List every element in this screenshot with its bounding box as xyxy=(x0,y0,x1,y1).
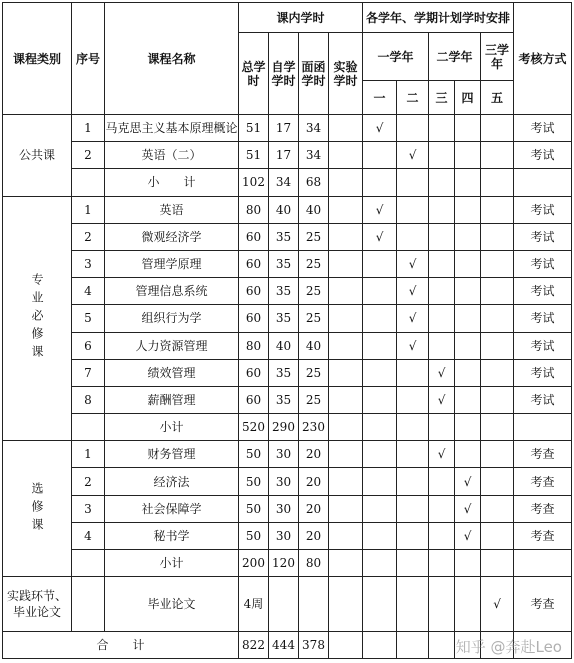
subtotal-empty-cell xyxy=(481,414,514,441)
self-study-cell: 35 xyxy=(269,305,299,332)
row-term-1-check-mark: √ xyxy=(363,115,397,142)
self-study-cell: 35 xyxy=(269,359,299,386)
subtotal-face-teach: 68 xyxy=(299,169,329,196)
experiment-cell xyxy=(329,359,363,386)
row-term-1 xyxy=(363,468,397,495)
subtotal-empty-cell xyxy=(481,550,514,577)
seq-cell: 1 xyxy=(72,115,105,142)
total-hours-cell: 51 xyxy=(239,142,269,169)
table-row xyxy=(3,196,572,223)
self-study-cell: 40 xyxy=(269,196,299,223)
total-hours-cell: 50 xyxy=(239,495,269,522)
row-term-3 xyxy=(429,332,455,359)
category-cell: 选修课 xyxy=(3,441,72,577)
curriculum-table xyxy=(2,2,572,659)
experiment-cell xyxy=(329,468,363,495)
practice-category-cell: 实践环节、毕业论文 xyxy=(3,577,72,632)
subtotal-self-study: 120 xyxy=(269,550,299,577)
experiment-cell xyxy=(329,250,363,277)
row-term-3 xyxy=(429,278,455,305)
assessment-cell: 考试 xyxy=(514,115,572,142)
seq-cell: 4 xyxy=(72,522,105,549)
row-term-3-check-mark: √ xyxy=(429,386,455,413)
row-term-4 xyxy=(455,142,481,169)
header-term-1: 一 xyxy=(363,81,397,115)
course-name-cell: 微观经济学 xyxy=(105,223,239,250)
grand-total-empty-cell xyxy=(397,632,429,659)
row-term-2-check-mark: √ xyxy=(397,332,429,359)
header-category: 课程类别 xyxy=(3,3,72,115)
row-term-1 xyxy=(363,495,397,522)
row-term-2-check-mark: √ xyxy=(397,278,429,305)
row-term-2 xyxy=(397,522,429,549)
assessment-cell: 考试 xyxy=(514,305,572,332)
subtotal-label: 小 计 xyxy=(105,169,239,196)
row-term-3 xyxy=(429,250,455,277)
total-hours-cell: 50 xyxy=(239,522,269,549)
subtotal-total-hours: 520 xyxy=(239,414,269,441)
course-name-cell: 英语 xyxy=(105,196,239,223)
row-term-5 xyxy=(481,305,514,332)
subtotal-empty-cell xyxy=(429,414,455,441)
face-teach-cell: 34 xyxy=(299,142,329,169)
table-row xyxy=(3,305,572,332)
experiment-cell xyxy=(329,332,363,359)
table-row xyxy=(3,223,572,250)
subtotal-total-hours: 102 xyxy=(239,169,269,196)
total-hours-cell: 80 xyxy=(239,196,269,223)
subtotal-face-teach: 230 xyxy=(299,414,329,441)
row-term-2 xyxy=(397,468,429,495)
subtotal-empty-cell xyxy=(329,414,363,441)
course-name-cell: 马克思主义基本原理概论 xyxy=(105,115,239,142)
total-hours-cell: 50 xyxy=(239,441,269,468)
self-study-cell: 35 xyxy=(269,223,299,250)
self-study-cell: 35 xyxy=(269,250,299,277)
header-self-study: 自学学时 xyxy=(269,33,299,115)
total-hours-cell: 50 xyxy=(239,468,269,495)
subtotal-empty-cell xyxy=(455,550,481,577)
total-hours-cell: 51 xyxy=(239,115,269,142)
assessment-cell: 考查 xyxy=(514,495,572,522)
header-term-3: 三 xyxy=(429,81,455,115)
header-hours-group: 课内学时 xyxy=(239,3,363,33)
header-year2: 二学年 xyxy=(429,33,481,81)
row-term-4 xyxy=(455,386,481,413)
subtotal-empty-cell xyxy=(481,169,514,196)
subtotal-self-study: 34 xyxy=(269,169,299,196)
header-term-2: 二 xyxy=(397,81,429,115)
seq-cell: 3 xyxy=(72,250,105,277)
row-term-1 xyxy=(363,142,397,169)
practice-term-3 xyxy=(429,577,455,632)
total-hours-cell: 60 xyxy=(239,359,269,386)
course-name-cell: 管理学原理 xyxy=(105,250,239,277)
subtotal-empty-cell xyxy=(514,550,572,577)
row-term-4 xyxy=(455,115,481,142)
subtotal-empty-cell xyxy=(329,169,363,196)
assessment-cell: 考查 xyxy=(514,522,572,549)
header-schedule-group: 各学年、学期计划学时安排 xyxy=(363,3,514,33)
seq-cell: 6 xyxy=(72,332,105,359)
face-teach-cell: 25 xyxy=(299,278,329,305)
assessment-cell: 考查 xyxy=(514,468,572,495)
row-term-2-check-mark: √ xyxy=(397,142,429,169)
assessment-cell: 考试 xyxy=(514,142,572,169)
row-term-1 xyxy=(363,441,397,468)
subtotal-face-teach: 80 xyxy=(299,550,329,577)
subtotal-self-study: 290 xyxy=(269,414,299,441)
self-study-cell: 30 xyxy=(269,441,299,468)
seq-cell: 2 xyxy=(72,223,105,250)
row-term-3-check-mark: √ xyxy=(429,359,455,386)
subtotal-seq-cell xyxy=(72,169,105,196)
practice-term-2 xyxy=(397,577,429,632)
row-term-1 xyxy=(363,359,397,386)
grand-total-hours: 822 xyxy=(239,632,269,659)
experiment-cell xyxy=(329,441,363,468)
header-total-hours: 总学时 xyxy=(239,33,269,115)
header-seq: 序号 xyxy=(72,3,105,115)
course-name-cell: 薪酬管理 xyxy=(105,386,239,413)
subtotal-empty-cell xyxy=(429,550,455,577)
row-term-4 xyxy=(455,332,481,359)
row-term-3 xyxy=(429,142,455,169)
seq-cell: 3 xyxy=(72,495,105,522)
subtotal-empty-cell xyxy=(363,169,397,196)
grand-total-self-study: 444 xyxy=(269,632,299,659)
row-term-2 xyxy=(397,441,429,468)
practice-self-study xyxy=(269,577,299,632)
face-teach-cell: 25 xyxy=(299,359,329,386)
row-term-4 xyxy=(455,441,481,468)
watermark: 知乎 @奔赴Leo xyxy=(455,638,562,656)
header-year3: 三学年 xyxy=(481,33,514,81)
table-row xyxy=(3,115,572,142)
course-name-cell: 财务管理 xyxy=(105,441,239,468)
practice-term-1 xyxy=(363,577,397,632)
total-hours-cell: 60 xyxy=(239,250,269,277)
row-term-4 xyxy=(455,305,481,332)
course-name-cell: 经济法 xyxy=(105,468,239,495)
face-teach-cell: 40 xyxy=(299,196,329,223)
practice-seq-cell xyxy=(72,577,105,632)
row-term-5 xyxy=(481,278,514,305)
grand-total-row xyxy=(3,632,572,659)
assessment-cell: 考试 xyxy=(514,196,572,223)
experiment-cell xyxy=(329,386,363,413)
seq-cell: 7 xyxy=(72,359,105,386)
assessment-cell: 考试 xyxy=(514,223,572,250)
practice-name-cell: 毕业论文 xyxy=(105,577,239,632)
row-term-4 xyxy=(455,223,481,250)
subtotal-empty-cell xyxy=(329,550,363,577)
row-term-4-check-mark: √ xyxy=(455,522,481,549)
row-term-4 xyxy=(455,196,481,223)
self-study-cell: 30 xyxy=(269,522,299,549)
row-term-2 xyxy=(397,359,429,386)
seq-cell: 1 xyxy=(72,196,105,223)
seq-cell: 2 xyxy=(72,142,105,169)
grand-total-empty-cell xyxy=(455,632,481,659)
row-term-2 xyxy=(397,223,429,250)
seq-cell: 1 xyxy=(72,441,105,468)
header-course-name: 课程名称 xyxy=(105,3,239,115)
seq-cell: 2 xyxy=(72,468,105,495)
row-term-5 xyxy=(481,359,514,386)
subtotal-seq-cell xyxy=(72,550,105,577)
subtotal-label: 小计 xyxy=(105,550,239,577)
assessment-cell: 考试 xyxy=(514,250,572,277)
table-row xyxy=(3,495,572,522)
grand-total-face-teach: 378 xyxy=(299,632,329,659)
practice-face-teach xyxy=(299,577,329,632)
subtotal-empty-cell xyxy=(397,169,429,196)
row-term-1 xyxy=(363,386,397,413)
self-study-cell: 17 xyxy=(269,115,299,142)
subtotal-empty-cell xyxy=(429,169,455,196)
row-term-2 xyxy=(397,196,429,223)
row-term-5 xyxy=(481,115,514,142)
row-term-1-check-mark: √ xyxy=(363,223,397,250)
face-teach-cell: 25 xyxy=(299,386,329,413)
row-term-1 xyxy=(363,332,397,359)
self-study-cell: 17 xyxy=(269,142,299,169)
face-teach-cell: 20 xyxy=(299,441,329,468)
subtotal-row xyxy=(3,414,572,441)
subtotal-empty-cell xyxy=(455,414,481,441)
row-term-4-check-mark: √ xyxy=(455,495,481,522)
grand-total-empty-cell xyxy=(329,632,363,659)
row-term-5 xyxy=(481,196,514,223)
row-term-5 xyxy=(481,332,514,359)
grand-total-empty-cell xyxy=(429,632,455,659)
row-term-2 xyxy=(397,115,429,142)
face-teach-cell: 34 xyxy=(299,115,329,142)
self-study-cell: 35 xyxy=(269,386,299,413)
grand-total-empty-cell xyxy=(363,632,397,659)
practice-term-5-check-mark: √ xyxy=(481,577,514,632)
row-term-2 xyxy=(397,386,429,413)
category-cell: 专业必修课 xyxy=(3,196,72,441)
row-term-3 xyxy=(429,495,455,522)
course-name-cell: 秘书学 xyxy=(105,522,239,549)
table-row xyxy=(3,142,572,169)
row-term-5 xyxy=(481,250,514,277)
row-term-5 xyxy=(481,441,514,468)
experiment-cell xyxy=(329,495,363,522)
total-hours-cell: 60 xyxy=(239,278,269,305)
subtotal-row xyxy=(3,550,572,577)
assessment-cell: 考试 xyxy=(514,359,572,386)
header-face-teach: 面函学时 xyxy=(299,33,329,115)
table-row xyxy=(3,522,572,549)
course-name-cell: 人力资源管理 xyxy=(105,332,239,359)
assessment-cell: 考查 xyxy=(514,441,572,468)
assessment-cell: 考试 xyxy=(514,332,572,359)
grand-total-label: 合 计 xyxy=(3,632,239,659)
row-term-1 xyxy=(363,250,397,277)
self-study-cell: 35 xyxy=(269,278,299,305)
row-term-3-check-mark: √ xyxy=(429,441,455,468)
row-term-4 xyxy=(455,278,481,305)
table-row xyxy=(3,441,572,468)
subtotal-empty-cell xyxy=(455,169,481,196)
course-name-cell: 社会保障学 xyxy=(105,495,239,522)
assessment-cell: 考试 xyxy=(514,386,572,413)
row-term-3 xyxy=(429,115,455,142)
course-name-cell: 组织行为学 xyxy=(105,305,239,332)
row-term-1 xyxy=(363,278,397,305)
seq-cell: 4 xyxy=(72,278,105,305)
row-term-2-check-mark: √ xyxy=(397,250,429,277)
face-teach-cell: 20 xyxy=(299,522,329,549)
table-row xyxy=(3,359,572,386)
header-experiment: 实验学时 xyxy=(329,33,363,115)
total-hours-cell: 60 xyxy=(239,305,269,332)
course-name-cell: 管理信息系统 xyxy=(105,278,239,305)
subtotal-empty-cell xyxy=(397,414,429,441)
experiment-cell xyxy=(329,115,363,142)
practice-term-4 xyxy=(455,577,481,632)
row-term-5 xyxy=(481,495,514,522)
row-term-1 xyxy=(363,522,397,549)
practice-row xyxy=(3,577,572,632)
experiment-cell xyxy=(329,196,363,223)
row-term-1 xyxy=(363,305,397,332)
seq-cell: 8 xyxy=(72,386,105,413)
self-study-cell: 30 xyxy=(269,495,299,522)
experiment-cell xyxy=(329,305,363,332)
experiment-cell xyxy=(329,522,363,549)
experiment-cell xyxy=(329,142,363,169)
subtotal-empty-cell xyxy=(514,169,572,196)
table-row xyxy=(3,468,572,495)
subtotal-total-hours: 200 xyxy=(239,550,269,577)
row-term-2-check-mark: √ xyxy=(397,305,429,332)
row-term-3 xyxy=(429,468,455,495)
subtotal-empty-cell xyxy=(363,550,397,577)
row-term-3 xyxy=(429,223,455,250)
experiment-cell xyxy=(329,223,363,250)
category-cell: 公共课 xyxy=(3,115,72,197)
row-term-5 xyxy=(481,142,514,169)
row-term-5 xyxy=(481,522,514,549)
row-term-4-check-mark: √ xyxy=(455,468,481,495)
subtotal-empty-cell xyxy=(514,414,572,441)
row-term-4 xyxy=(455,250,481,277)
header-term-4: 四 xyxy=(455,81,481,115)
self-study-cell: 30 xyxy=(269,468,299,495)
face-teach-cell: 20 xyxy=(299,495,329,522)
header-year1: 一学年 xyxy=(363,33,429,81)
seq-cell: 5 xyxy=(72,305,105,332)
row-term-1-check-mark: √ xyxy=(363,196,397,223)
practice-assessment: 考查 xyxy=(514,577,572,632)
subtotal-empty-cell xyxy=(363,414,397,441)
practice-total-hours: 4周 xyxy=(239,577,269,632)
grand-total-empty-cell xyxy=(514,632,572,659)
table-row xyxy=(3,386,572,413)
row-term-5 xyxy=(481,468,514,495)
total-hours-cell: 80 xyxy=(239,332,269,359)
course-name-cell: 英语（二） xyxy=(105,142,239,169)
subtotal-label: 小计 xyxy=(105,414,239,441)
grand-total-empty-cell xyxy=(481,632,514,659)
table-row xyxy=(3,332,572,359)
face-teach-cell: 25 xyxy=(299,305,329,332)
face-teach-cell: 20 xyxy=(299,468,329,495)
table-row xyxy=(3,250,572,277)
row-term-3 xyxy=(429,305,455,332)
face-teach-cell: 25 xyxy=(299,250,329,277)
course-name-cell: 绩效管理 xyxy=(105,359,239,386)
self-study-cell: 40 xyxy=(269,332,299,359)
practice-experiment xyxy=(329,577,363,632)
subtotal-row xyxy=(3,169,572,196)
total-hours-cell: 60 xyxy=(239,386,269,413)
subtotal-seq-cell xyxy=(72,414,105,441)
face-teach-cell: 40 xyxy=(299,332,329,359)
face-teach-cell: 25 xyxy=(299,223,329,250)
row-term-2 xyxy=(397,495,429,522)
row-term-3 xyxy=(429,522,455,549)
row-term-4 xyxy=(455,359,481,386)
header-assessment: 考核方式 xyxy=(514,3,572,115)
header-term-5: 五 xyxy=(481,81,514,115)
row-term-5 xyxy=(481,386,514,413)
total-hours-cell: 60 xyxy=(239,223,269,250)
row-term-3 xyxy=(429,196,455,223)
experiment-cell xyxy=(329,278,363,305)
subtotal-empty-cell xyxy=(397,550,429,577)
row-term-5 xyxy=(481,223,514,250)
assessment-cell: 考试 xyxy=(514,278,572,305)
table-row xyxy=(3,278,572,305)
